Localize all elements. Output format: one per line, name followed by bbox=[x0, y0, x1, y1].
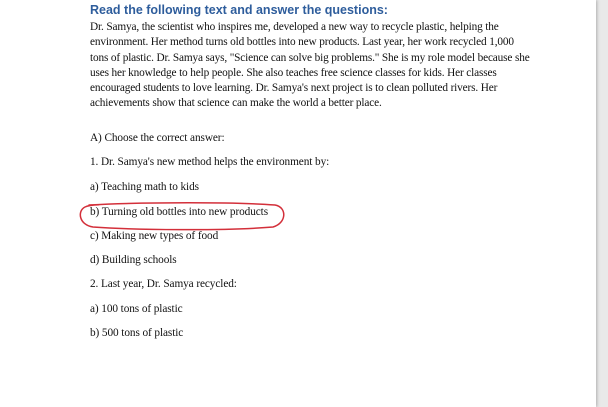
question-1-option-b: b) Turning old bottles into new products bbox=[90, 206, 269, 218]
question-2-option-b: b) 500 tons of plastic bbox=[90, 327, 184, 339]
question-2-option-a: a) 100 tons of plastic bbox=[90, 303, 183, 315]
question-2-prompt: 2. Last year, Dr. Samya recycled: bbox=[90, 278, 237, 290]
question-1-prompt: 1. Dr. Samya's new method helps the environment by: bbox=[90, 156, 330, 168]
document-body bbox=[90, 2, 530, 339]
question-1-option-d: d) Building schools bbox=[90, 254, 177, 266]
instructions-heading: Read the following text and answer the questions: bbox=[90, 3, 388, 17]
reading-passage: Dr. Samya, the scientist who inspires me, developed a new way to recycle plastic, helping the environment. Her method turns old bottles into new products. Last year, her work recycled 1,000 tons of plastic. Dr. Samya says, "Science can solve big problems." She is my role model because she uses her knowledge to help people. She also teaches free science classes for kids. Her classes encouraged students to love learning. Dr. Samya's next project is to clean polluted rivers. Her achievements show that science can make the world a better place. bbox=[90, 21, 530, 110]
question-1-option-c: c) Making new types of food bbox=[90, 230, 219, 242]
section-label: A) Choose the correct answer: bbox=[90, 132, 225, 144]
question-1-option-a: a) Teaching math to kids bbox=[90, 181, 199, 193]
